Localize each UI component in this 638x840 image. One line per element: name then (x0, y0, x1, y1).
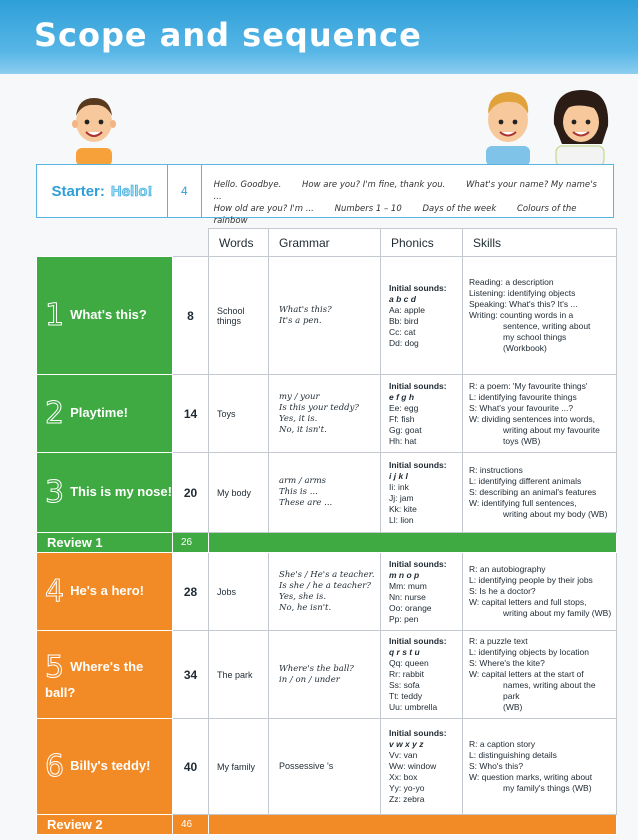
skills-line: writing about my body (WB) (503, 509, 608, 519)
skills-line: Listening: identifying objects (469, 288, 576, 298)
phonics-heading: Initial sounds: (389, 380, 447, 391)
unit-skills (463, 553, 617, 631)
page-title: Scope and sequence (34, 16, 422, 54)
phonics-item: Ss: sofa (389, 680, 420, 690)
unit-words (209, 553, 269, 631)
unit-phonics (381, 631, 463, 719)
phonics-item: Ee: egg (389, 402, 419, 413)
unit-name: What's this? (70, 306, 147, 322)
unit-phonics (381, 453, 463, 533)
review-label: Review 2 (37, 815, 173, 835)
unit-skills (463, 719, 617, 815)
skills-line: R: a caption story (469, 739, 536, 749)
skills-line: (Workbook) (503, 343, 547, 353)
phonics-item: Hh: hat (389, 435, 417, 446)
starter-label (37, 165, 167, 217)
phonics-heading: Initial sounds: (389, 728, 447, 738)
phonics-item: Cc: cat (389, 326, 416, 337)
words-line: Jobs (217, 586, 237, 597)
phonics-item: Qq: queen (389, 658, 429, 668)
phonics-letters: m n o p (389, 569, 420, 580)
starter-phrase: How are you? I'm fine, thank you. (301, 180, 446, 190)
unit-page: 20 (173, 453, 209, 533)
unit-name: He's a hero! (70, 582, 144, 598)
skills-line: L: identifying objects by location (469, 647, 590, 657)
skills-line: R: a poem: 'My favourite things' (469, 380, 588, 391)
phonics-item: Ii: ink (389, 481, 409, 492)
unit-grammar (269, 257, 381, 375)
unit-grammar (269, 719, 381, 815)
grammar-line: These are ... (279, 498, 333, 508)
phonics-item: Zz: zebra (389, 794, 425, 804)
unit-grammar (269, 631, 381, 719)
unit-words (209, 453, 269, 533)
unit-name: Billy's teddy! (70, 757, 151, 773)
phonics-item: Gg: goat (389, 424, 422, 435)
starter-phrase: Numbers 1 – 10 (334, 204, 402, 214)
phonics-item: Uu: umbrella (389, 702, 438, 712)
unit-skills (463, 453, 617, 533)
unit-number: 3 (45, 475, 65, 510)
skills-line: Writing: counting words in a (469, 310, 574, 320)
phonics-letters: v w x y z (389, 739, 424, 749)
unit-name: Where's the ball? (45, 658, 144, 700)
phonics-item: Mm: mum (389, 580, 427, 591)
skills-line: W: capital letters and full stops, (469, 597, 587, 607)
unit-title-cell (37, 453, 173, 533)
review-band (209, 815, 617, 835)
unit-title-cell (37, 719, 173, 815)
phonics-item: Jj: jam (389, 492, 414, 503)
starter-phrase: Hello. Goodbye. (213, 180, 282, 190)
unit-number: 5 (45, 649, 65, 685)
unit-words (209, 719, 269, 815)
unit-grammar (269, 375, 381, 453)
starter-phrase: Colours of the rainbow (213, 204, 577, 226)
unit-grammar (269, 453, 381, 533)
header-grammar: Grammar (269, 229, 381, 257)
grammar-line: Possessive 's (279, 761, 334, 771)
skills-line: my school things (503, 332, 567, 342)
grammar-line: in / on / under (279, 674, 340, 685)
unit-words (209, 631, 269, 719)
unit-row (37, 719, 617, 815)
skills-line: L: identifying different animals (469, 476, 582, 486)
review-row (37, 815, 617, 835)
skills-line: S: Is he a doctor? (469, 586, 536, 596)
skills-line: names, writing about the park (503, 680, 596, 701)
unit-grammar (269, 553, 381, 631)
unit-words (209, 375, 269, 453)
phonics-item: Ll: lion (389, 514, 414, 525)
skills-line: W: capital letters at the start of (469, 669, 584, 679)
unit-row (37, 257, 617, 375)
phonics-item: Rr: rabbit (389, 669, 424, 679)
starter-page: 4 (167, 165, 202, 217)
unit-number: 2 (45, 396, 65, 431)
phonics-item: Oo: orange (389, 602, 432, 613)
header-words: Words (209, 229, 269, 257)
unit-skills (463, 257, 617, 375)
skills-line: R: an autobiography (469, 564, 546, 574)
phonics-item: Vv: van (389, 750, 418, 760)
unit-page: 14 (173, 375, 209, 453)
unit-number: 6 (45, 749, 65, 784)
grammar-line: No, he isn't. (279, 602, 332, 613)
skills-line: sentence, writing about (503, 321, 591, 331)
phonics-letters: a b c d (389, 293, 416, 304)
starter-phrase: Days of the week (422, 204, 497, 214)
skills-line: S: describing an animal's features (469, 487, 597, 497)
unit-name: This is my nose! (70, 483, 172, 499)
skills-line: S: Where's the kite? (469, 658, 545, 668)
skills-line: Reading: a description (469, 277, 554, 287)
phonics-item: Pp: pen (389, 613, 419, 624)
skills-line: R: a puzzle text (469, 636, 528, 646)
phonics-heading: Initial sounds: (389, 558, 447, 569)
unit-page: 40 (173, 719, 209, 815)
header-skills: Skills (463, 229, 617, 257)
starter-phrase: How old are you? I'm ... (213, 204, 314, 214)
phonics-item: Ww: window (389, 761, 437, 771)
header-spacer (37, 229, 173, 257)
header-phonics: Phonics (381, 229, 463, 257)
grammar-line: Is this your teddy? (279, 402, 359, 413)
phonics-item: Xx: box (389, 772, 418, 782)
unit-words (209, 257, 269, 375)
phonics-letters: e f g h (389, 391, 415, 402)
unit-phonics (381, 719, 463, 815)
words-line: My family (217, 761, 255, 772)
starter-title: Hello! (110, 182, 153, 200)
words-line: things (217, 315, 242, 326)
words-line: School (217, 305, 245, 316)
phonics-letters: i j k l (389, 470, 408, 481)
skills-line: L: identifying favourite things (469, 391, 577, 402)
skills-line: L: identifying people by their jobs (469, 575, 593, 585)
unit-phonics (381, 553, 463, 631)
phonics-item: Tt: teddy (389, 691, 423, 701)
phonics-heading: Initial sounds: (389, 636, 447, 646)
words-line: My body (217, 487, 252, 498)
skills-line: S: Who's this? (469, 761, 524, 771)
phonics-letters: q r s t u (389, 647, 420, 657)
grammar-line: my / your (279, 391, 320, 402)
unit-row (37, 375, 617, 453)
skills-line: W: identifying full sentences, (469, 498, 577, 508)
unit-title-cell (37, 375, 173, 453)
skills-line: (WB) (503, 702, 523, 712)
skills-line: R: instructions (469, 465, 523, 475)
unit-page: 28 (173, 553, 209, 631)
unit-title-cell (37, 553, 173, 631)
grammar-line: arm / arms (279, 476, 327, 486)
grammar-line: It's a pen. (279, 315, 322, 326)
unit-number: 1 (45, 298, 65, 333)
unit-phonics (381, 375, 463, 453)
unit-number: 4 (45, 574, 65, 609)
skills-line: writing about my favourite (503, 424, 600, 435)
review-band (209, 533, 617, 553)
starter-phrase: What's your name? My name's ... (213, 180, 597, 202)
starter-line-1 (214, 179, 613, 203)
unit-title-cell (37, 257, 173, 375)
grammar-line: This is ... (279, 487, 318, 497)
review-page: 26 (173, 533, 209, 553)
starter-content (202, 165, 613, 226)
unit-skills (463, 631, 617, 719)
boy-illustration (66, 92, 122, 166)
unit-row (37, 631, 617, 719)
skills-line: my family's things (WB) (503, 783, 592, 793)
review-label: Review 1 (37, 533, 173, 553)
header-spacer (173, 229, 209, 257)
words-line: The park (217, 669, 253, 680)
unit-phonics (381, 257, 463, 375)
phonics-item: Ff: fish (389, 413, 415, 424)
skills-line: W: question marks, writing about (469, 772, 593, 782)
grammar-line: Is she / he a teacher? (279, 580, 371, 591)
grammar-line: Where's the ball? (279, 663, 354, 674)
unit-page: 34 (173, 631, 209, 719)
phonics-heading: Initial sounds: (389, 282, 447, 293)
phonics-item: Kk: kite (389, 503, 417, 514)
review-page: 46 (173, 815, 209, 835)
words-line: Toys (217, 408, 236, 419)
scope-table (36, 228, 617, 835)
starter-label-text: Starter: (51, 182, 105, 200)
unit-name: Playtime! (70, 404, 128, 420)
skills-line: W: dividing sentences into words, (469, 413, 595, 424)
review-row (37, 533, 617, 553)
skills-line: S: What's your favourite ...? (469, 402, 574, 413)
grammar-line: No, it isn't. (279, 424, 327, 435)
grammar-line: She's / He's a teacher. (279, 569, 375, 580)
phonics-heading: Initial sounds: (389, 459, 447, 470)
children-illustration (482, 84, 612, 166)
unit-title-cell (37, 631, 173, 719)
grammar-line: What's this? (279, 304, 332, 315)
phonics-item: Dd: dog (389, 337, 419, 348)
unit-row (37, 453, 617, 533)
phonics-item: Yy: yo-yo (389, 783, 425, 793)
starter-line-2 (214, 203, 613, 227)
phonics-item: Nn: nurse (389, 591, 426, 602)
skills-line: Speaking: What's this? It's ... (469, 299, 578, 309)
unit-row (37, 553, 617, 631)
phonics-item: Aa: apple (389, 304, 425, 315)
unit-page: 8 (173, 257, 209, 375)
header-row (37, 229, 617, 257)
skills-line: writing about my family (WB) (503, 608, 612, 618)
unit-skills (463, 375, 617, 453)
skills-line: toys (WB) (503, 435, 541, 446)
grammar-line: Yes, she is. (279, 591, 327, 602)
phonics-item: Bb: bird (389, 315, 419, 326)
starter-row (36, 164, 614, 226)
skills-line: L: distinguishing details (469, 750, 557, 760)
grammar-line: Yes, it is. (279, 413, 318, 424)
